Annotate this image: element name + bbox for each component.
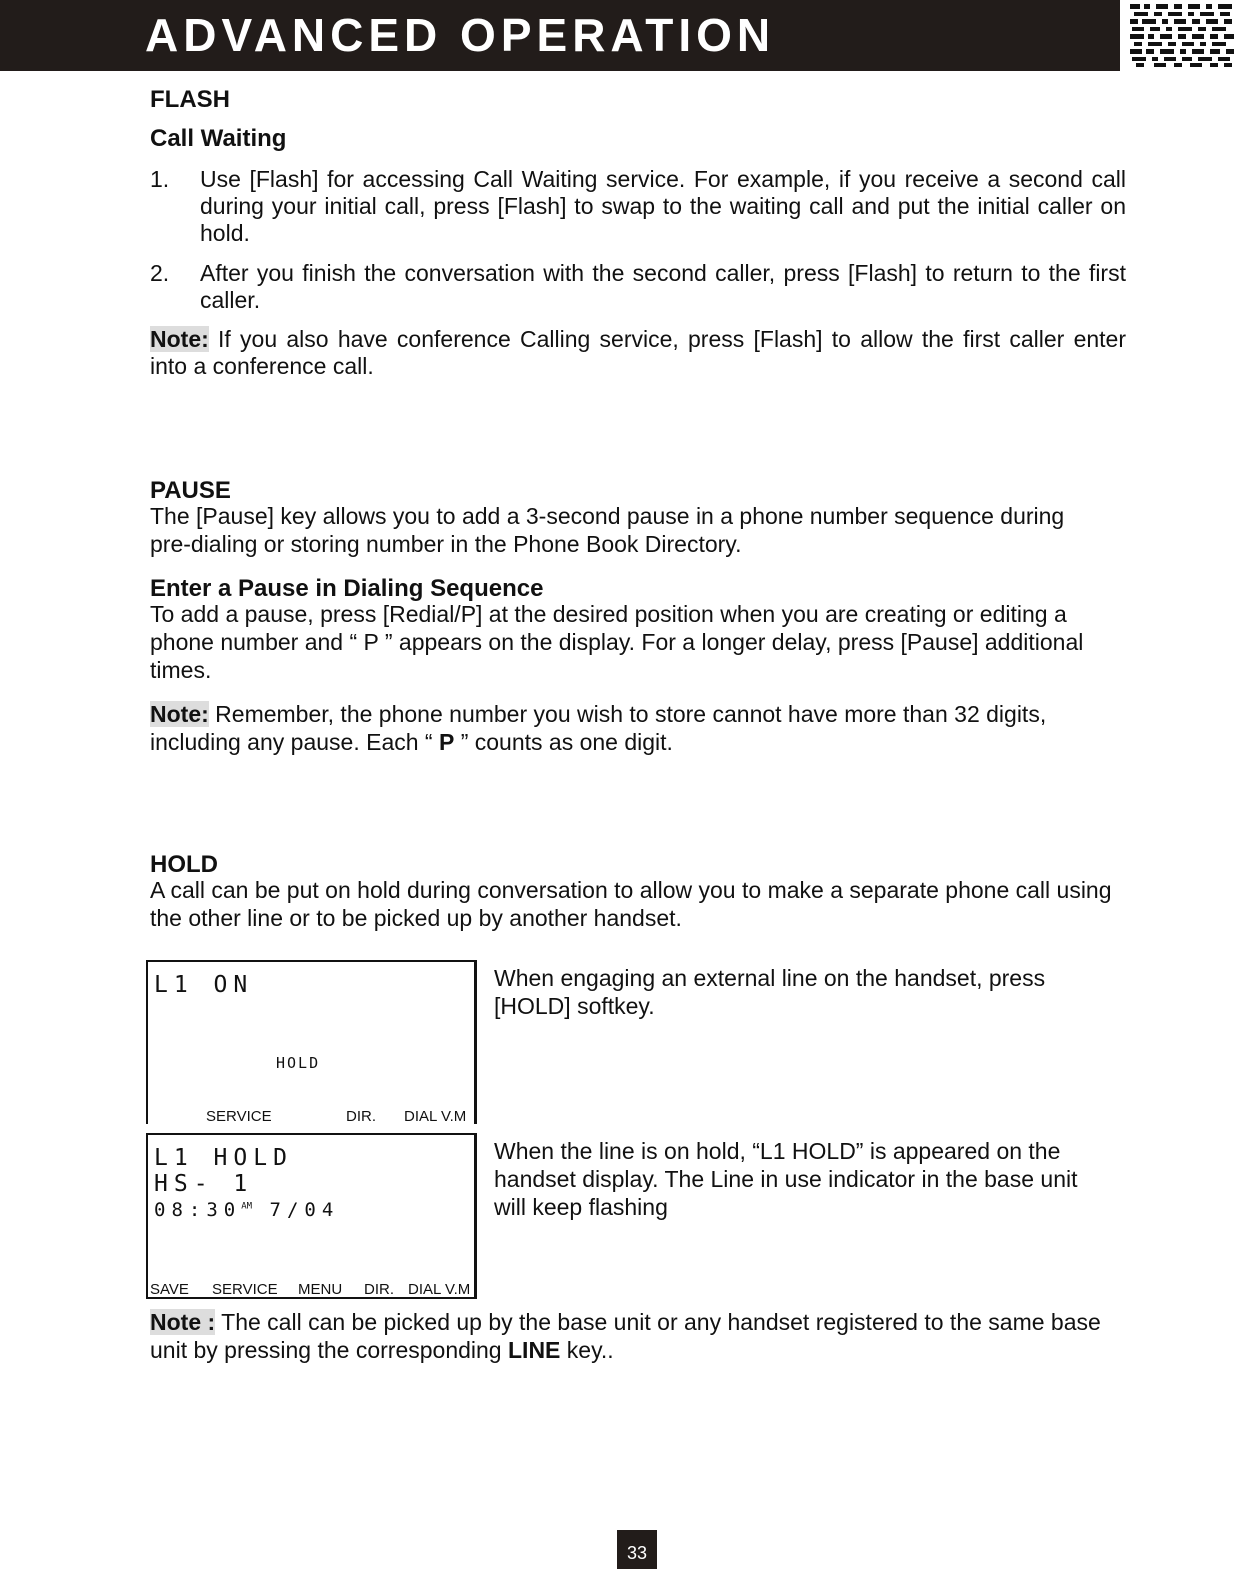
- display-line-1: L1 ON: [154, 972, 254, 998]
- display-time: 08:30: [154, 1199, 242, 1221]
- display-line-2: HS- 1: [154, 1171, 254, 1197]
- softkey-dir: DIR.: [346, 1108, 376, 1125]
- hold-softkey-label: HOLD: [276, 1054, 321, 1072]
- list-item: [150, 166, 1126, 247]
- softkey-dir: DIR.: [364, 1281, 394, 1298]
- display-ampm: AM: [241, 1201, 253, 1212]
- page-number: 33: [617, 1530, 657, 1569]
- enter-pause-heading: Enter a Pause in Dialing Sequence: [150, 575, 544, 602]
- softkey-dial-vm: DIAL V.M: [404, 1108, 467, 1125]
- softkey-menu: MENU: [298, 1281, 343, 1298]
- hold-description: A call can be put on hold during conversation to allow you to make a separate phone call using the other line or to be picked up by another handset.: [150, 877, 1112, 931]
- display2-caption: When the line is on hold, “L1 HOLD” is appeared on the handset display. The Line in use indicator in the base unit will keep flashing: [494, 1138, 1078, 1220]
- softkey-dial-vm: DIAL V.M: [408, 1281, 471, 1298]
- pause-instructions: To add a pause, press [Redial/P] at the desired position when you are creating or editing a phone number and “ P ” appears on the display. For a longer delay, press [Pause] additional times.: [150, 601, 1084, 683]
- handset-display-hold: [146, 1133, 477, 1299]
- softkey-service: SERVICE: [212, 1281, 278, 1298]
- note-text: If you also have conference Calling service, press [Flash] to allow the first caller enter into a conference call.: [150, 326, 1126, 379]
- hold-heading: HOLD: [150, 851, 218, 878]
- list-number: 2.: [150, 260, 170, 286]
- display-line-1: L1 HOLD: [154, 1145, 293, 1171]
- pause-description: The [Pause] key allows you to add a 3-second pause in a phone number sequence during pre-dialing or storing number in the Phone Book Directory.: [150, 503, 1065, 557]
- note-bold: LINE: [508, 1337, 561, 1363]
- list-number: 1.: [150, 166, 170, 192]
- flash-heading: FLASH: [150, 86, 230, 113]
- list-text: Use [Flash] for accessing Call Waiting service. For example, if you receive a second call during your initial call, press [Flash] to swap to the waiting call and put the initial caller on hold.: [200, 166, 1126, 246]
- note-label: Note:: [150, 701, 209, 727]
- note-text: key..: [560, 1337, 614, 1363]
- pause-note: [150, 700, 1126, 756]
- note-text: Remember, the phone number you wish to store cannot have more than 32 digits, including any pause. Each “: [150, 701, 1047, 755]
- note-bold: P: [438, 729, 455, 755]
- note-text: ” counts as one digit.: [454, 729, 673, 755]
- list-item: [150, 260, 1126, 314]
- handset-display-on: [146, 960, 477, 1124]
- list-text: After you finish the conversation with the second caller, press [Flash] to return to the first caller.: [200, 260, 1126, 313]
- brand-logo: [1126, 0, 1240, 71]
- call-waiting-heading: Call Waiting: [150, 125, 287, 152]
- pause-heading: PAUSE: [150, 477, 231, 504]
- hold-note: [150, 1308, 1126, 1364]
- display1-caption: When engaging an external line on the handset, press [HOLD] softkey.: [494, 965, 1046, 1019]
- softkey-service: SERVICE: [206, 1108, 272, 1125]
- display-date: 7/04: [269, 1199, 340, 1221]
- softkey-save: SAVE: [150, 1281, 189, 1298]
- display-time-date: [154, 1199, 339, 1221]
- header-bar: [0, 0, 1120, 71]
- note-text: The call can be picked up by the base unit or any handset registered to the same base unit by pressing the corresponding: [150, 1309, 1101, 1363]
- page-title: ADVANCED OPERATION: [145, 9, 776, 61]
- note-label: Note:: [150, 326, 209, 352]
- note-label: Note :: [150, 1309, 216, 1335]
- checker-logo-icon: [1126, 0, 1240, 71]
- flash-note: [150, 326, 1126, 380]
